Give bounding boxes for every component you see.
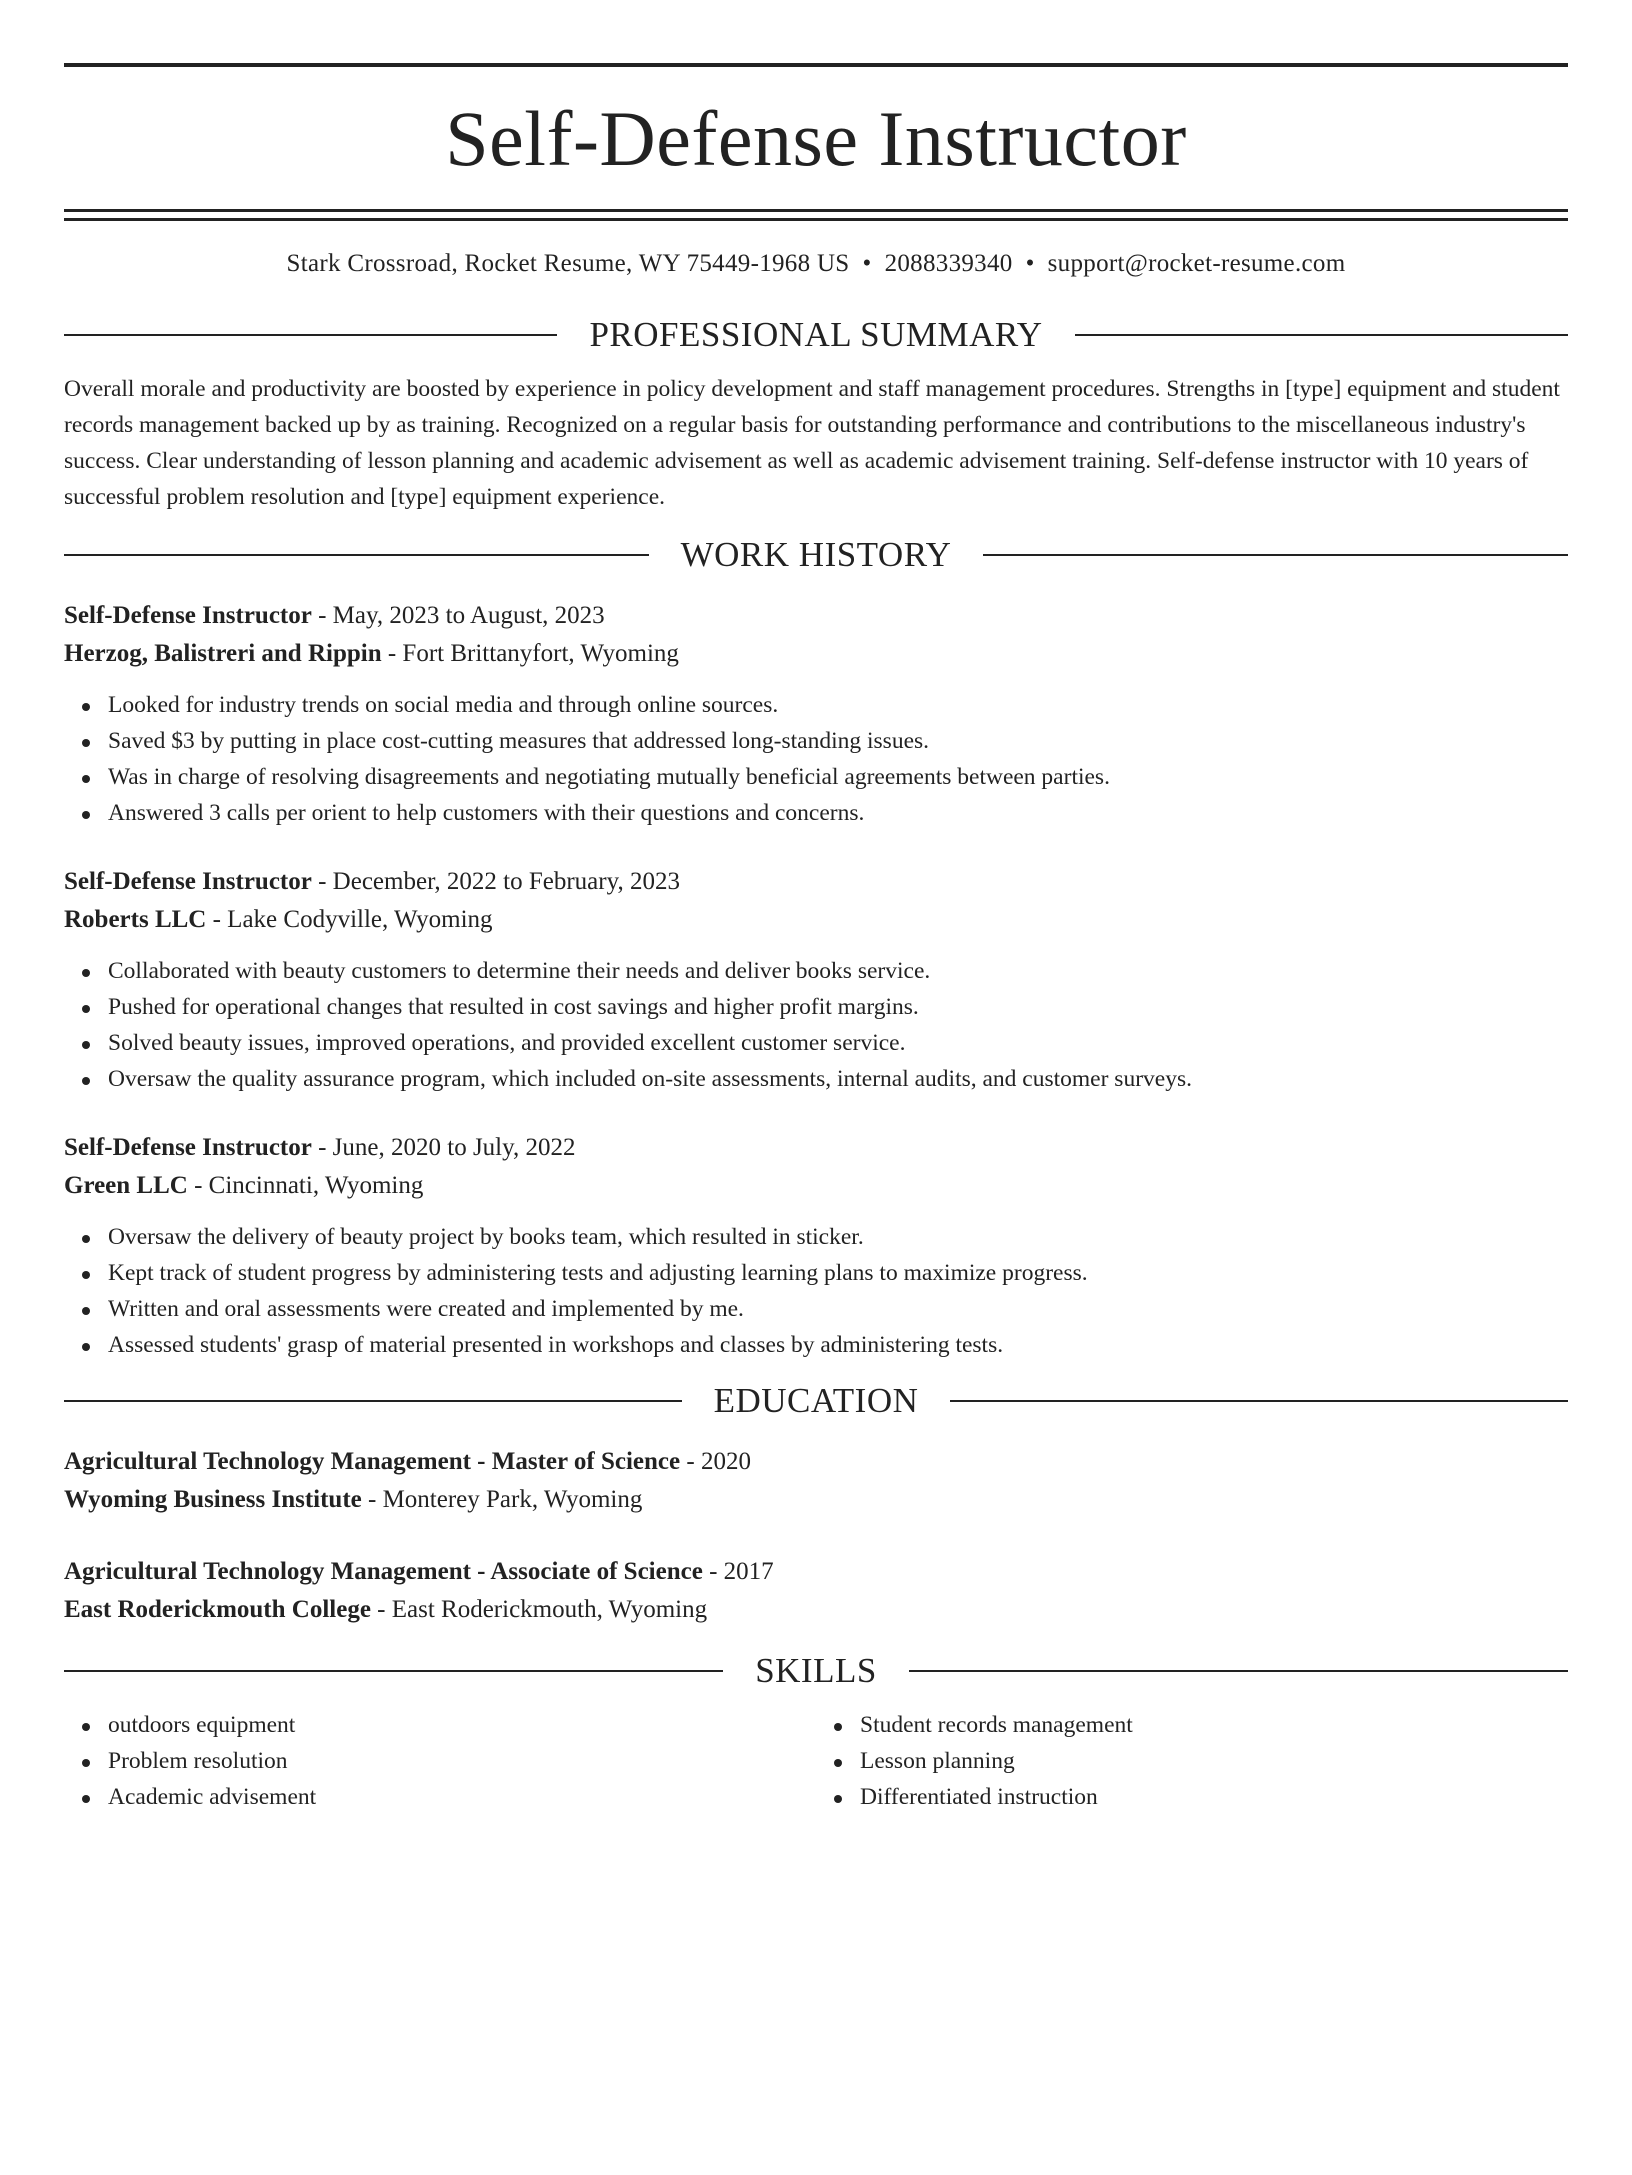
skill-item: outdoors equipment xyxy=(108,1707,816,1743)
job-dates: - May, 2023 to August, 2023 xyxy=(311,602,605,629)
skill-item: Problem resolution xyxy=(108,1743,816,1779)
summary-heading-label: PROFESSIONAL SUMMARY xyxy=(589,315,1043,354)
job-bullet: Saved $3 by putting in place cost-cutting measures that addressed long-standing issues. xyxy=(108,723,1568,759)
education-location: - East Roderickmouth, Wyoming xyxy=(370,1596,708,1623)
skills-heading xyxy=(64,1651,1568,1691)
job-title-line xyxy=(64,1129,1568,1167)
education-school-line xyxy=(64,1481,1568,1519)
job-title: Self-Defense Instructor xyxy=(64,868,312,895)
job-bullets xyxy=(64,687,1568,831)
work-heading xyxy=(64,535,1568,575)
heading-rule-left xyxy=(64,1670,723,1672)
title-rule-lower xyxy=(64,218,1568,221)
skill-item: Academic advisement xyxy=(108,1779,816,1815)
job-bullet: Oversaw the delivery of beauty project by books team, which resulted in sticker. xyxy=(108,1219,1568,1255)
job-entry xyxy=(64,1129,1568,1363)
skills-list xyxy=(64,1707,1568,1815)
heading-rule-left xyxy=(64,334,557,336)
job-bullet: Written and oral assessments were created and implemented by me. xyxy=(108,1291,1568,1327)
education-entry xyxy=(64,1553,1568,1629)
heading-rule-right xyxy=(983,554,1568,556)
job-location: - Lake Codyville, Wyoming xyxy=(206,906,493,933)
work-heading-label: WORK HISTORY xyxy=(680,535,952,574)
job-dates: - June, 2020 to July, 2022 xyxy=(311,1134,576,1161)
resume-page xyxy=(0,63,1632,2175)
job-company: Roberts LLC xyxy=(64,906,207,933)
job-bullet: Assessed students' grasp of material presented in workshops and classes by administering tests. xyxy=(108,1327,1568,1363)
contact-separator: • xyxy=(862,250,872,277)
education-degree-line xyxy=(64,1443,1568,1481)
contact-address: Stark Crossroad, Rocket Resume, WY 75449-1968 US xyxy=(286,250,850,277)
skill-item: Student records management xyxy=(860,1707,1568,1743)
job-location: - Cincinnati, Wyoming xyxy=(187,1172,424,1199)
education-school: East Roderickmouth College xyxy=(64,1596,371,1623)
skill-item: Differentiated instruction xyxy=(860,1779,1568,1815)
education-location: - Monterey Park, Wyoming xyxy=(361,1486,643,1513)
job-dates: - December, 2022 to February, 2023 xyxy=(311,868,680,895)
heading-rule-right xyxy=(950,1400,1568,1402)
job-title-line xyxy=(64,597,1568,635)
job-bullet: Pushed for operational changes that resulted in cost savings and higher profit margins. xyxy=(108,989,1568,1025)
contact-email: support@rocket-resume.com xyxy=(1047,250,1346,277)
contact-line xyxy=(64,249,1568,279)
heading-rule-right xyxy=(909,1670,1568,1672)
top-rule xyxy=(64,63,1568,67)
job-bullet: Answered 3 calls per orient to help customers with their questions and concerns. xyxy=(108,795,1568,831)
education-year: - 2017 xyxy=(702,1558,774,1585)
job-entry xyxy=(64,597,1568,831)
skills-column-left xyxy=(64,1707,816,1815)
skills-heading-label: SKILLS xyxy=(755,1651,877,1690)
job-company-line xyxy=(64,635,1568,673)
job-title-line xyxy=(64,863,1568,901)
education-degree-line xyxy=(64,1553,1568,1591)
skill-item: Lesson planning xyxy=(860,1743,1568,1779)
education-heading-label: EDUCATION xyxy=(713,1381,919,1420)
job-entry xyxy=(64,863,1568,1097)
education-school-line xyxy=(64,1591,1568,1629)
title-rule-upper xyxy=(64,209,1568,212)
job-company: Green LLC xyxy=(64,1172,188,1199)
education-heading xyxy=(64,1381,1568,1421)
education-degree: Agricultural Technology Management - Master of Science xyxy=(64,1448,681,1475)
job-title: Self-Defense Instructor xyxy=(64,1134,312,1161)
job-bullet: Collaborated with beauty customers to determine their needs and deliver books service. xyxy=(108,953,1568,989)
skills-column-right xyxy=(816,1707,1568,1815)
job-title: Self-Defense Instructor xyxy=(64,602,312,629)
education-entry xyxy=(64,1443,1568,1519)
job-bullet: Looked for industry trends on social media and through online sources. xyxy=(108,687,1568,723)
job-bullet: Solved beauty issues, improved operations, and provided excellent customer service. xyxy=(108,1025,1568,1061)
contact-phone: 2088339340 xyxy=(884,250,1013,277)
job-bullets xyxy=(64,953,1568,1097)
job-bullet: Kept track of student progress by administering tests and adjusting learning plans to maximize progress. xyxy=(108,1255,1568,1291)
job-company: Herzog, Balistreri and Rippin xyxy=(64,640,382,667)
job-bullets xyxy=(64,1219,1568,1363)
heading-rule-left xyxy=(64,1400,682,1402)
job-bullet: Oversaw the quality assurance program, which included on-site assessments, internal audits, and customer surveys. xyxy=(108,1061,1568,1097)
heading-rule-left xyxy=(64,554,649,556)
job-bullet: Was in charge of resolving disagreements and negotiating mutually beneficial agreements between parties. xyxy=(108,759,1568,795)
education-school: Wyoming Business Institute xyxy=(64,1486,362,1513)
summary-heading xyxy=(64,315,1568,355)
contact-separator: • xyxy=(1025,250,1035,277)
heading-rule-right xyxy=(1075,334,1568,336)
job-company-line xyxy=(64,901,1568,939)
summary-text: Overall morale and productivity are boosted by experience in policy development and staff management procedures. Strengths in [type] equipment and student records management backed up by as training. Recognized on a regular basis for outstanding performance and contributions to the miscellaneous industry's success. Clear understanding of lesson planning and academic advisement as well as academic advisement training. Self-defense instructor with 10 years of successful problem resolution and [type] equipment experience. xyxy=(64,376,1560,510)
job-company-line xyxy=(64,1167,1568,1205)
job-location: - Fort Brittanyfort, Wyoming xyxy=(381,640,679,667)
education-degree: Agricultural Technology Management - Associate of Science xyxy=(64,1558,703,1585)
education-year: - 2020 xyxy=(680,1448,751,1475)
resume-title: Self-Defense Instructor xyxy=(445,95,1187,182)
